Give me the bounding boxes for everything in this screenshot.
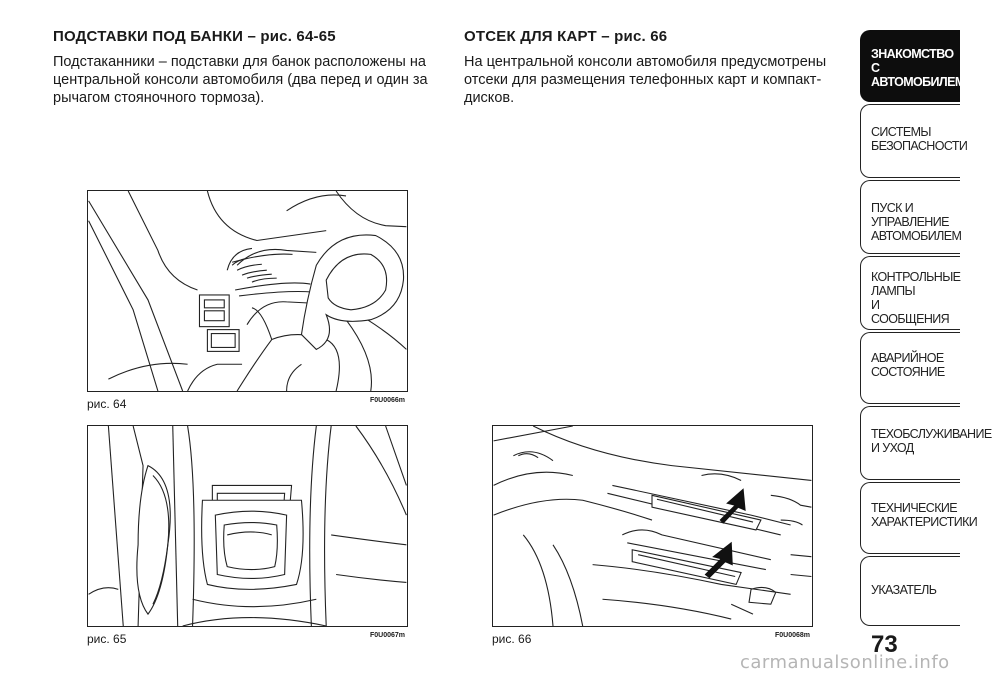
- cupholders-paragraph: [53, 53, 428, 107]
- figure-66-caption: рис. 66: [492, 632, 532, 646]
- tab-technical-specifications[interactable]: ТЕХНИЧЕСКИЕ ХАРАКТЕРИСТИКИ: [860, 482, 960, 554]
- tab-index[interactable]: УКАЗАТЕЛЬ: [860, 556, 960, 626]
- figure-66-code: F0U0068m: [775, 632, 811, 639]
- tab-safety-systems[interactable]: СИСТЕМЫ БЕЗОПАСНОСТИ: [860, 104, 960, 178]
- figure-65-caption: рис. 65: [87, 632, 127, 646]
- tab-emergency[interactable]: АВАРИЙНОЕ СОСТОЯНИЕ: [860, 332, 960, 404]
- cupholder-rear-illustration: [88, 426, 407, 626]
- paragraph-line: центральной консоли автомобиля (два перед и один за: [53, 72, 428, 88]
- paragraph-line: дисков.: [464, 90, 515, 106]
- paragraph-line: рычагом стояночного тормоза).: [53, 90, 265, 106]
- figure-65-cupholder-rear: [87, 425, 408, 627]
- card-compartment-paragraph: [464, 53, 826, 107]
- card-compartment-illustration: [493, 426, 812, 626]
- cupholders-heading: ПОДСТАВКИ ПОД БАНКИ – рис. 64-65: [53, 28, 336, 45]
- tab-starting-and-driving[interactable]: ПУСК И УПРАВЛЕНИЕ АВТОМОБИЛЕМ: [860, 180, 960, 254]
- tab-vehicle-introduction[interactable]: ЗНАКОМСТВО С АВТОМОБИЛЕМ: [860, 30, 960, 102]
- figure-64-caption: рис. 64: [87, 397, 127, 411]
- figure-64-code: F0U0066m: [370, 397, 406, 404]
- page-number: 73: [871, 631, 898, 658]
- watermark: carmanualsonline.info: [740, 652, 950, 673]
- figure-64-cupholder-front: [87, 190, 408, 392]
- paragraph-line: отсеки для размещения телефонных карт и компакт-: [464, 72, 822, 88]
- paragraph-line: На центральной консоли автомобиля предусмотрены: [464, 54, 827, 70]
- tab-warning-lights-and-messages[interactable]: КОНТРОЛЬНЫЕ ЛАМПЫ И СООБЩЕНИЯ: [860, 256, 960, 330]
- figure-65-code: F0U0067m: [370, 632, 406, 639]
- tab-maintenance-and-care[interactable]: ТЕХОБСЛУЖИВАНИЕ И УХОД: [860, 406, 960, 480]
- card-compartment-heading: ОТСЕК ДЛЯ КАРТ – рис. 66: [464, 28, 668, 45]
- cupholder-front-illustration: [88, 191, 407, 391]
- paragraph-line: Подстаканники – подставки для банок расположены на: [53, 54, 426, 70]
- figure-66-card-compartment: [492, 425, 813, 627]
